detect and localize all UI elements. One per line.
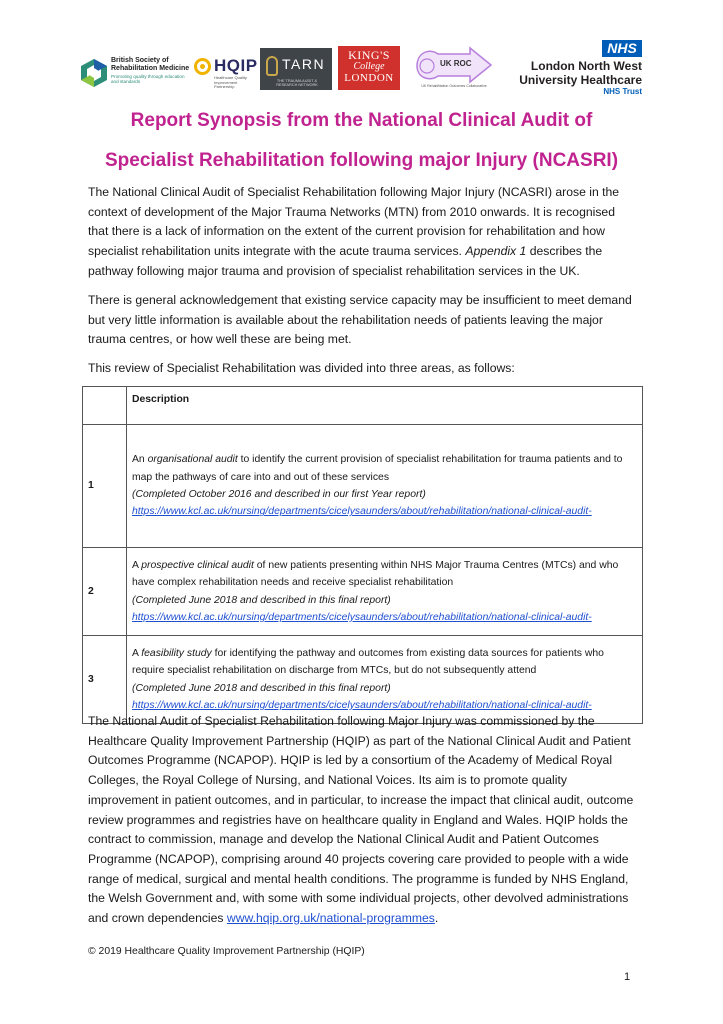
- page-number: 1: [624, 971, 631, 983]
- kcl-audit-link[interactable]: https://www.kcl.ac.uk/nursing/departments/cicelysaunders/about/rehabilitation/national-clinical-audit-: [132, 611, 592, 623]
- area-name: prospective clinical audit: [141, 559, 254, 571]
- hexagon-icon: [80, 58, 108, 88]
- hqip-tagline: Healthcare Quality Improvement Partnership: [214, 75, 247, 90]
- bsrm-tagline: Promoting quality through education and standards: [111, 74, 185, 85]
- table-row: [83, 636, 643, 724]
- completion-note: (Completed June 2018 and described in this final report): [132, 594, 391, 606]
- row-description: A feasibility study for identifying the pathway and outcomes from existing data sources for patients who require specialist rehabilitation on discharge from MTCs, but do not subsequently attend (Completed June 2018 and described in this final report) https://www.kcl.ac.uk/nursing/departments/cicelysaunders/about/rehabilitation/national-clinical-audit-: [127, 636, 643, 724]
- intro-paragraph-3: This review of Specialist Rehabilitation was divided into three areas, as follows:: [88, 361, 515, 375]
- report-title-line1: Report Synopsis from the National Clinical Audit of: [130, 110, 593, 131]
- row-number: 3: [83, 636, 127, 724]
- logo-strip: [80, 40, 640, 100]
- copyright-footer: © 2019 Healthcare Quality Improvement Partnership (HQIP): [88, 946, 365, 957]
- report-title-line2: Specialist Rehabilitation following major Injury (NCASRI): [104, 150, 619, 171]
- completion-note: (Completed October 2016 and described in our first Year report): [132, 489, 426, 500]
- ukroc-tagline: UK Rehabilitation Outcomes Collaborative: [421, 84, 487, 88]
- table-header-description: Description: [127, 387, 643, 425]
- table-row: [83, 548, 643, 636]
- tarn-emblem-icon: [266, 56, 278, 76]
- row-description: A prospective clinical audit of new patients presenting within NHS Major Trauma Centres (MTCs) and who have complex rehabilitation needs and receive specialist rehabilitation (Completed June 2018 and described in this final report) https://www.kcl.ac.uk/nursing/departments/cicelysaunders/about/rehabilitation/national-clinical-audit-: [127, 548, 643, 636]
- area-name: feasibility study: [141, 647, 212, 659]
- tarn-logo: [260, 48, 332, 90]
- intro-paragraph-2: There is general acknowledgement that existing service capacity may be insufficient to meet demand but very little information is available about the rehabilitation needs of patients leaving the major trauma centres, or how well these are being met.: [88, 293, 632, 347]
- kcl-logo: [338, 46, 400, 90]
- nhs-trust-line2: University Healthcare: [519, 73, 642, 87]
- table-row: [83, 425, 643, 548]
- bsrm-logo: [80, 56, 192, 90]
- bsrm-name-line1: British Society of: [111, 57, 169, 64]
- row-number: 2: [83, 548, 127, 636]
- table-header-number: [83, 387, 127, 425]
- kcl-line3: LONDON: [344, 72, 394, 84]
- area-name: organisational audit: [147, 454, 238, 466]
- hqip-programmes-link[interactable]: www.hqip.org.uk/national-programmes: [226, 911, 435, 926]
- row-number: 1: [83, 425, 127, 548]
- row-description: An organisational audit to identify the current provision of specialist rehabilitation for trauma patients and to map the pathways of care into and out of these services (Completed October 2016 and described in our first Year report) https://www.kcl.ac.uk/nursing/departments/cicelysaunders/about/rehabilitation/national-clinical-audit-: [127, 425, 643, 548]
- hqip-commission-paragraph: The National Audit of Specialist Rehabilitation following Major Injury was commissioned by the Healthcare Quality Improvement Partnership (HQIP) as part of the National Clinical Audit and Patient Outcomes Programme (NCAPOP). HQIP is led by a consortium of the Academy of Medical Royal Colleges, the Royal College of Nursing, and National Voices. Its aim is to promote quality improvement in patient outcomes, and in particular, to increase the impact that clinical audit, outcome review programmes and registries have on healthcare quality in England and Wales. HQIP holds the contract to commission, manage and develop the National Clinical Audit and Patient Outcomes Programme (NCAPOP), comprising around 40 projects covering care provided to people with a wide range of medical, surgical and mental health conditions. The programme is funded by NHS England, the Welsh Government and, with some with some individual projects, other devolved administrations and crown dependencies www.hqip.org.uk/national-programmes.: [88, 714, 634, 926]
- kcl-line2: College: [353, 61, 385, 72]
- intro-paragraph-1: The National Clinical Audit of Specialist Rehabilitation following Major Injury (NCASRI) arose in the context of development of the Major Trauma Networks (MTN) from 2010 onwards. It is recognised that there is a lack of information on the extent of the current provision for rehabilitation and how specialist rehabilitation units integrate with the acute trauma services. Appendix 1 describes the pathway following major trauma and provision of specialist rehabilitation services in the UK.: [88, 185, 620, 278]
- hqip-logo: [194, 56, 256, 90]
- kcl-audit-link[interactable]: https://www.kcl.ac.uk/nursing/departments/cicelysaunders/about/rehabilitation/national-clinical-audit-: [132, 699, 592, 711]
- nhs-badge: NHS: [602, 40, 642, 57]
- ukroc-wordmark: UK ROC: [440, 59, 472, 68]
- nhs-trust-line1: London North West: [530, 59, 642, 73]
- review-areas-table: [82, 386, 643, 724]
- table-header-row: [83, 387, 643, 425]
- hqip-wordmark: HQIP: [214, 56, 258, 75]
- completion-note: (Completed June 2018 and described in this final report): [132, 682, 391, 694]
- nhs-trust-logo: [500, 40, 642, 96]
- kcl-line1: KING'S: [348, 48, 390, 62]
- appendix-reference: Appendix 1: [465, 244, 527, 259]
- hqip-ring-icon: [194, 58, 211, 75]
- bsrm-name-line2: Rehabilitation Medicine: [111, 65, 190, 72]
- tarn-wordmark: TARN: [282, 56, 326, 72]
- kcl-audit-link[interactable]: https://www.kcl.ac.uk/nursing/departments/cicelysaunders/about/rehabilitation/national-clinical-audit-: [132, 506, 592, 518]
- tarn-tagline: THE TRAUMA AUDIT & RESEARCH NETWORK: [276, 79, 318, 87]
- nhs-trust-line3: NHS Trust: [603, 87, 642, 96]
- ukroc-logo: [414, 46, 494, 90]
